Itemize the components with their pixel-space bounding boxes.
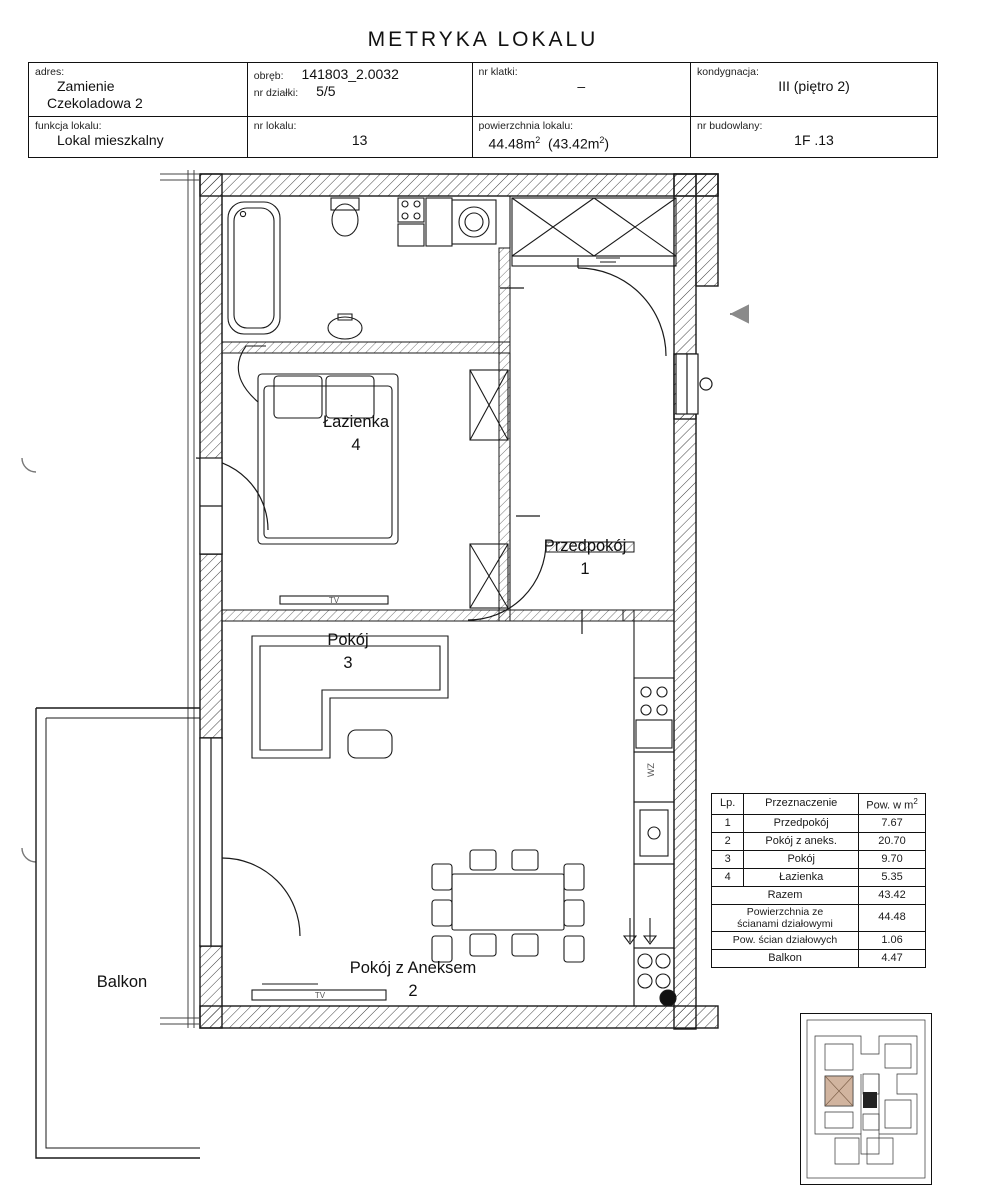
room-number-pokoj-z-aneksem: 2 — [408, 982, 418, 1000]
legend-header-name: Przeznaczenie — [744, 794, 859, 815]
windows — [200, 354, 712, 946]
nr-klatki-label: nr klatki: — [478, 66, 518, 78]
powierzchnia-secondary: (43.42m — [548, 135, 600, 152]
legend-walls-row — [712, 931, 926, 949]
powierzchnia-sup2: 2 — [599, 135, 605, 145]
doors — [196, 258, 666, 936]
legend-header-area — [859, 794, 926, 815]
radiator-arrows — [624, 918, 656, 944]
facade-reference-lines — [160, 170, 200, 1028]
room-number-lazienka: 4 — [351, 436, 361, 454]
room-name-balkon: Balkon — [96, 973, 148, 991]
kondygnacja-value: III (piętro 2) — [778, 78, 850, 94]
powierzchnia-value — [479, 132, 684, 153]
room-number-pokoj: 3 — [343, 654, 353, 672]
balcony-outline — [36, 708, 200, 1158]
adres-label: adres: — [35, 66, 65, 78]
room-name-pokoj-z-aneksem: Pokój z Aneksem — [349, 959, 477, 977]
room-name-przedpokoj: Przedpokój — [543, 537, 627, 555]
nr-lokalu-value: 13 — [351, 132, 368, 148]
kondygnacja-label: kondygnacja: — [697, 66, 759, 78]
adres-value-line1: Zamienie — [57, 78, 115, 94]
cell-kondygnacja — [691, 63, 938, 117]
nr-lokalu-label: nr lokalu: — [253, 120, 297, 132]
legend-total-label: Razem — [712, 886, 859, 904]
nr-dzialki-value: 5/5 — [316, 83, 336, 99]
wall-outlines — [222, 196, 674, 1006]
legend-name-4: Łazienka — [744, 868, 859, 886]
legend-walls-value: 1.06 — [859, 931, 926, 949]
building-key-plan — [800, 1013, 932, 1185]
metryka-row-1 — [29, 63, 938, 117]
powierzchnia-label: powierzchnia lokalu: — [478, 120, 574, 132]
table-row — [712, 850, 926, 868]
table-row — [712, 868, 926, 886]
tv-label-room3: TV — [328, 596, 340, 605]
legend-name-2: Pokój z aneks. — [744, 832, 859, 850]
powierzchnia-main: 44.48m — [488, 135, 536, 152]
legend-name-1: Przedpokój — [744, 814, 859, 832]
highlighted-unit — [825, 1076, 853, 1106]
nr-budowlany-value: 1F .13 — [794, 132, 834, 148]
cell-funkcja — [29, 117, 248, 158]
upper-cabinets — [512, 198, 676, 266]
funkcja-label: funkcja lokalu: — [35, 120, 102, 132]
legend-name-3: Pokój — [744, 850, 859, 868]
nr-dzialki-label: nr działki: — [253, 87, 299, 99]
metryka-table — [28, 62, 938, 158]
room-label-pokoj-z-aneksem — [293, 958, 533, 1002]
legend-area-2: 20.70 — [859, 832, 926, 850]
powierzchnia-secondary-end: ) — [604, 135, 610, 152]
legend-balcony-value: 4.47 — [859, 949, 926, 967]
legend-balcony-label: Balkon — [712, 949, 859, 967]
entrance-direction-arrow — [730, 306, 748, 322]
metryka-row-2 — [29, 117, 938, 158]
obreb-label: obręb: — [253, 70, 284, 82]
wz-label: WZ — [646, 763, 656, 777]
nr-klatki-value: – — [577, 78, 586, 94]
room-label-pokoj — [288, 630, 408, 674]
room-number-przedpokoj: 1 — [580, 560, 590, 578]
powierzchnia-sup: 2 — [535, 135, 541, 145]
legend-header-lp: Lp. — [712, 794, 744, 815]
legend-lp-4: 4 — [712, 868, 744, 886]
cell-nr-klatki — [472, 63, 690, 117]
cell-obreb-dzialka — [247, 63, 472, 117]
legend-header-row — [712, 794, 926, 815]
legend-with-walls-row — [712, 904, 926, 931]
exterior-walls — [200, 174, 718, 1029]
kitchen-units — [634, 678, 676, 1006]
legend-with-walls-label — [712, 904, 859, 931]
legend-header-area-sup: 2 — [913, 797, 918, 806]
table-row — [712, 832, 926, 850]
area-legend-table — [711, 793, 926, 968]
living-furniture — [252, 636, 584, 1000]
legend-lp-1: 1 — [712, 814, 744, 832]
room-label-balkon — [57, 972, 187, 993]
legend-with-walls-line2: ścianami działowymi — [737, 917, 833, 930]
legend-with-walls-line1: Powierzchnia ze — [746, 905, 824, 918]
legend-lp-3: 3 — [712, 850, 744, 868]
page-title: METRYKA LOKALU — [367, 28, 599, 51]
room-name-lazienka: Łazienka — [322, 413, 390, 431]
legend-total-row — [712, 886, 926, 904]
room-name-pokoj: Pokój — [327, 631, 369, 649]
tv-label-living: TV — [314, 991, 326, 1000]
bathroom-fixtures — [228, 198, 496, 339]
adres-value-line2: Czekoladowa 2 — [47, 95, 143, 111]
table-row — [712, 814, 926, 832]
legend-header-area-text: Pow. w m — [866, 799, 914, 812]
room-label-przedpokoj — [505, 536, 665, 580]
nr-budowlany-label: nr budowlany: — [697, 120, 763, 132]
room3-furniture — [238, 346, 508, 608]
cell-powierzchnia — [472, 117, 690, 158]
funkcja-value: Lokal mieszkalny — [57, 132, 164, 148]
dzialka-row — [254, 83, 466, 100]
legend-walls-label: Pow. ścian działowych — [712, 931, 859, 949]
obreb-row — [254, 66, 466, 83]
room-label-lazienka — [296, 412, 416, 456]
legend-balcony-row — [712, 949, 926, 967]
legend-with-walls-value: 44.48 — [859, 904, 926, 931]
cell-nr-budowlany — [691, 117, 938, 158]
page-margin-marks — [22, 458, 36, 862]
cell-adres — [29, 63, 248, 117]
obreb-value: 141803_2.0032 — [301, 66, 399, 82]
cell-nr-lokalu — [247, 117, 472, 158]
legend-area-1: 7.67 — [859, 814, 926, 832]
legend-total-value: 43.42 — [859, 886, 926, 904]
legend-lp-2: 2 — [712, 832, 744, 850]
stair-core — [863, 1092, 877, 1108]
legend-area-4: 5.35 — [859, 868, 926, 886]
legend-area-3: 9.70 — [859, 850, 926, 868]
